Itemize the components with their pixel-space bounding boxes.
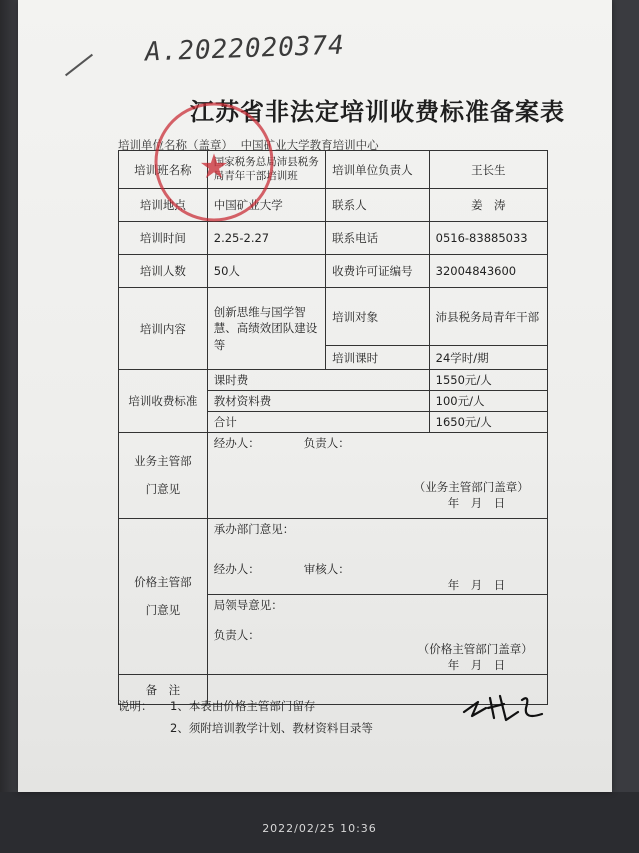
svg-text:★: ★ — [198, 147, 230, 187]
note-item-2: 2、须附培训教学计划、教材资料目录等 — [170, 721, 373, 735]
price-responsible: 负责人： — [213, 628, 260, 642]
content-value: 创新思维与国学智慧、高绩效团队建设等 — [207, 288, 325, 370]
training-unit-value: 中国矿业大学教育培训中心 — [240, 138, 379, 152]
phone-label: 联系电话 — [326, 222, 430, 255]
bureau-label: 局领导意见： — [213, 598, 283, 612]
note-item-1: 1、本表由价格主管部门留存 — [170, 699, 316, 713]
business-date: 年 月 日 — [447, 496, 506, 510]
price-seal: （价格主管部门盖章） — [417, 642, 533, 656]
price-opinion-text: 价格主管部门意见 — [134, 574, 192, 617]
business-opinion-label — [119, 433, 208, 519]
bureau-opinion-cell — [207, 595, 547, 675]
reference-number: A.2022020374 — [144, 30, 346, 68]
undertake-label: 承办部门意见： — [213, 522, 295, 536]
license-label: 收费许可证编号 — [326, 255, 430, 288]
price-handler: 经办人： — [213, 562, 260, 576]
license-value: 32004843600 — [429, 255, 547, 288]
document-title: 江苏省非法定培训收费标准备案表 — [190, 97, 565, 126]
notes-label: 说明： — [118, 699, 153, 713]
price-date: 年 月 日 — [447, 658, 506, 672]
business-opinion-text: 业务主管部门意见 — [134, 453, 192, 496]
class-name-label: 培训班名称 — [119, 151, 208, 189]
contact-value: 姜 涛 — [429, 189, 547, 222]
location-label: 培训地点 — [119, 189, 208, 222]
fee-name-2: 合计 — [207, 412, 429, 433]
photo-timestamp: 2022/02/25 10:36 — [262, 822, 377, 835]
count-label: 培训人数 — [119, 255, 208, 288]
class-name-value: 国家税务总局沛县税务局青年干部培训班 — [207, 151, 325, 189]
fee-name-0: 课时费 — [207, 370, 429, 391]
background-edge — [0, 0, 18, 853]
undertake-opinion-cell — [207, 519, 547, 595]
business-seal: （业务主管部门盖章） — [413, 480, 529, 494]
official-stamp — [150, 98, 278, 226]
location-value: 中国矿业大学 — [207, 189, 325, 222]
fee-amount-2: 1650元/人 — [429, 412, 547, 433]
undertake-date: 年 月 日 — [447, 578, 506, 592]
leader-value: 王长生 — [429, 151, 547, 189]
fee-name-1: 教材资料费 — [207, 391, 429, 412]
training-unit-label: 培训单位名称（盖章） — [118, 138, 233, 152]
time-label: 培训时间 — [119, 222, 208, 255]
business-handler: 经办人： — [213, 436, 260, 450]
business-responsible: 负责人： — [303, 436, 350, 450]
hours-label: 培训课时 — [326, 346, 430, 370]
count-value: 50人 — [207, 255, 325, 288]
price-opinion-label — [119, 519, 208, 675]
reviewer: 审核人： — [303, 562, 350, 576]
leader-label: 培训单位负责人 — [326, 151, 430, 189]
signature — [460, 690, 550, 724]
fee-amount-1: 100元/人 — [429, 391, 547, 412]
filing-form-table — [118, 150, 548, 705]
contact-label: 联系人 — [326, 189, 430, 222]
time-value: 2.25-2.27 — [207, 222, 325, 255]
phone-value: 0516-83885033 — [429, 222, 547, 255]
fee-amount-0: 1550元/人 — [429, 370, 547, 391]
target-value: 沛县税务局青年干部 — [429, 288, 547, 346]
target-label: 培训对象 — [326, 288, 430, 346]
business-opinion-cell — [207, 433, 547, 519]
content-label: 培训内容 — [119, 288, 208, 370]
remark-label: 备 注 — [119, 675, 208, 705]
fee-label: 培训收费标准 — [119, 370, 208, 433]
hours-value: 24学时/期 — [429, 346, 547, 370]
